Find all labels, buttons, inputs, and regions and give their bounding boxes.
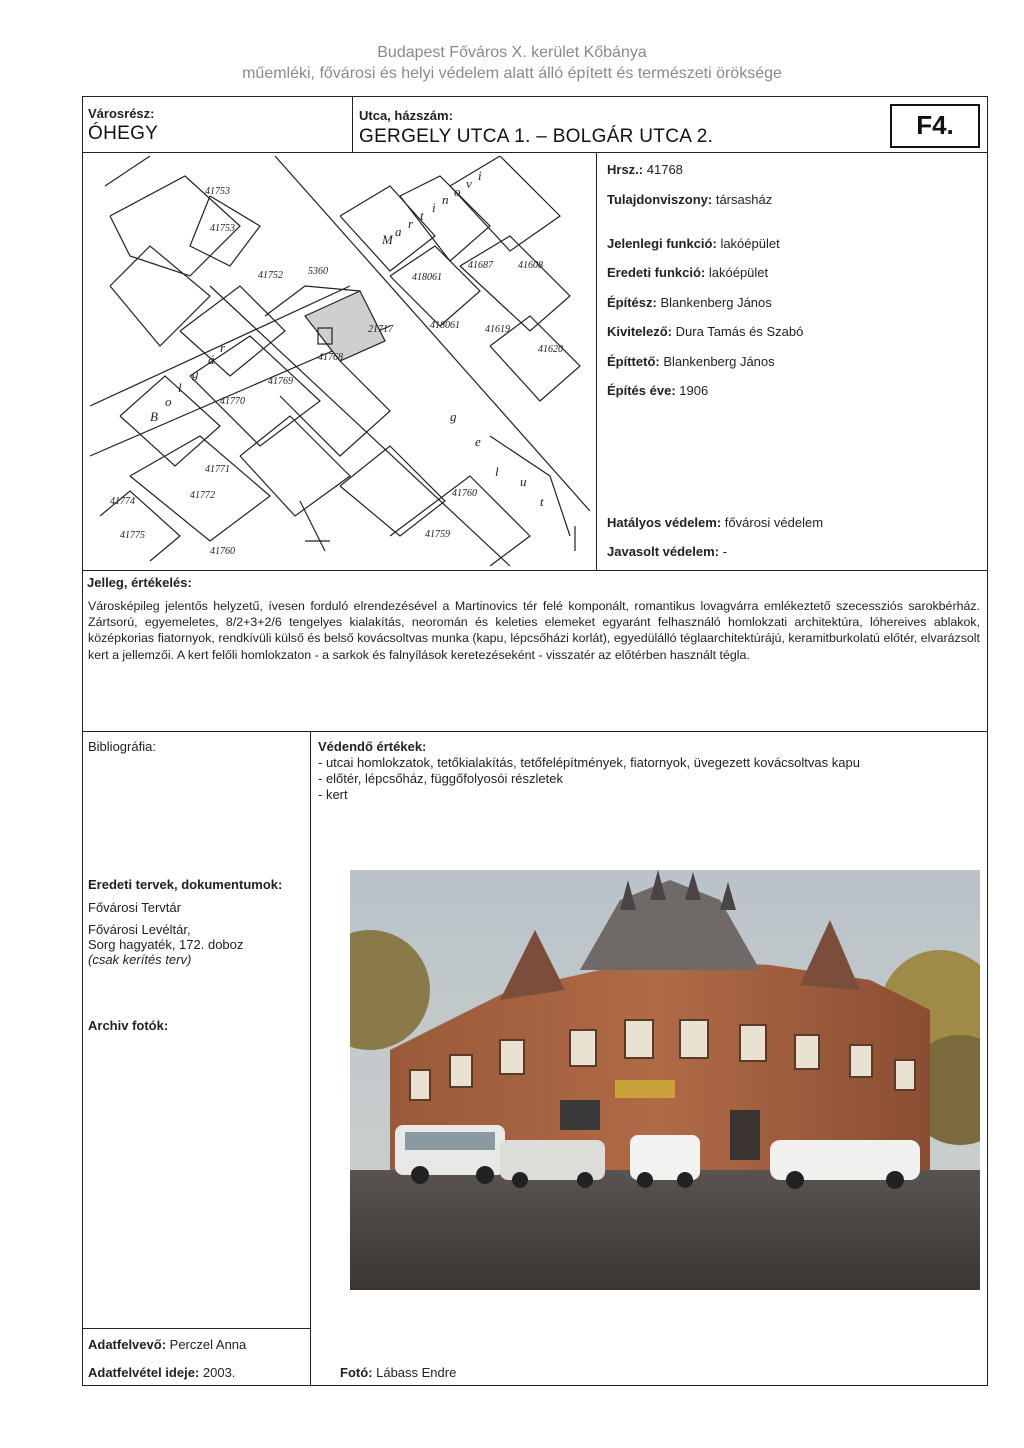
svg-text:41620: 41620: [538, 344, 563, 355]
svg-text:41760: 41760: [452, 488, 477, 499]
svg-text:41775: 41775: [120, 530, 145, 541]
svg-text:l: l: [495, 464, 499, 479]
protection-current-label: Hatályos védelem:: [607, 515, 722, 530]
svg-text:B: B: [150, 409, 158, 424]
divider-map-bottom: [82, 570, 988, 571]
footer-foto-label: Fotó:: [340, 1365, 373, 1380]
varosresz-label: Városrész:: [88, 106, 155, 121]
utca-value: GERGELY UTCA 1. – BOLGÁR UTCA 2.: [359, 126, 714, 147]
info-kivitelezo-label: Kivitelező:: [607, 324, 673, 339]
protection-proposed-value: -: [722, 544, 727, 559]
svg-text:41760: 41760: [210, 546, 235, 557]
vedendo-item-1: - utcai homlokzatok, tetőkialakítás, tetőfelépítmények, fiatornyok, üvegezett kovácsoltvas kapu: [318, 755, 860, 770]
info-epites-eve-label: Építés éve:: [607, 383, 676, 398]
svg-text:418061: 418061: [412, 272, 442, 283]
svg-text:o: o: [454, 184, 461, 199]
svg-text:41687: 41687: [468, 260, 493, 271]
info-epitesz-value: Blankenberg János: [660, 295, 772, 310]
jelleg-label: Jelleg, értékelés:: [87, 575, 192, 590]
divider-column: [310, 731, 311, 1386]
divider-footer: [82, 1328, 310, 1329]
eredeti-line-2: Fővárosi Levéltár,: [88, 922, 191, 937]
vedendo-item-3: - kert: [318, 787, 348, 802]
footer-felvevo: [88, 1337, 246, 1352]
cadastral-map: [90, 156, 590, 566]
protection-current: [607, 515, 823, 530]
svg-text:t: t: [420, 208, 424, 223]
svg-text:g: g: [192, 366, 199, 381]
header-line1: Budapest Főváros X. kerület Kőbánya: [377, 44, 647, 61]
info-epites-eve: [607, 383, 708, 398]
svg-text:41759: 41759: [425, 529, 450, 540]
info-eredeti-label: Eredeti funkció:: [607, 265, 706, 280]
protection-proposed-label: Javasolt védelem:: [607, 544, 720, 559]
svg-text:M: M: [382, 232, 393, 247]
info-epites-eve-value: 1906: [679, 383, 709, 398]
info-epitesz: [607, 295, 772, 310]
svg-text:418061: 418061: [430, 320, 460, 331]
archiv-label: Archiv fotók:: [88, 1018, 169, 1033]
info-epitteto: [607, 354, 775, 369]
info-jelenlegi-value: lakóépület: [720, 236, 780, 251]
info-eredeti-value: lakóépület: [708, 265, 769, 280]
header-line2: műemléki, fővárosi és helyi védelem alatt álló épített és természeti öröksége: [242, 65, 782, 82]
svg-text:41774: 41774: [110, 496, 135, 507]
svg-text:41752: 41752: [258, 270, 283, 281]
footer-ideje-value: 2003.: [202, 1365, 236, 1380]
svg-text:i: i: [478, 168, 482, 183]
vedendo-label: Védendő értékek:: [318, 739, 427, 754]
info-tulajdon-label: Tulajdonviszony:: [607, 192, 713, 207]
building-photo: [350, 870, 980, 1290]
svg-text:41753: 41753: [210, 223, 235, 234]
svg-text:41769: 41769: [268, 376, 293, 387]
bibliografia-label: Bibliográfia:: [88, 739, 156, 754]
info-epitteto-value: Blankenberg János: [663, 354, 775, 369]
svg-text:a: a: [395, 224, 402, 239]
svg-text:41771: 41771: [205, 464, 230, 475]
info-jelenlegi-label: Jelenlegi funkció:: [607, 236, 717, 251]
divider-jelleg-bottom: [82, 731, 988, 732]
varosresz-value: ÓHEGY: [88, 123, 159, 144]
protection-current-value: fővárosi védelem: [724, 515, 824, 530]
svg-text:i: i: [432, 200, 436, 215]
svg-text:t: t: [540, 494, 544, 509]
info-kivitelezo-value: Dura Tamás és Szabó: [675, 324, 804, 339]
code-value: F4.: [916, 110, 954, 140]
footer-ideje-label: Adatfelvétel ideje:: [88, 1365, 200, 1380]
divider-header-row: [82, 152, 988, 153]
svg-text:41619: 41619: [485, 324, 510, 335]
svg-text:v: v: [466, 176, 472, 191]
info-jelenlegi: [607, 236, 780, 251]
protection-proposed: [607, 544, 727, 559]
info-epitesz-label: Építész:: [607, 295, 657, 310]
svg-text:5360: 5360: [308, 266, 328, 277]
svg-text:41753: 41753: [205, 186, 230, 197]
svg-text:l: l: [178, 380, 182, 395]
jelleg-text: Városképileg jelentős helyzetű, ívesen forduló elrendezésével a Martinovics tér felé komponált, romantikus lovagvárra emlékeztető szecessziós sarokbérház. Zártsorú, egyemeletes, 8/2+3+2/6 tengelyes kialakítás, neoromán és keleties elemeket egyaránt felhasználó homlokzati architektúra, lóhereives ablakok, középkorias fiatornyok, rendkívüli külső és belső kovácsoltvas munka (kapu, lépcsőházi korlát), egyedülálló téglaarchitektúrájú, keramitburkolatú előtér, elvarázsolt kert a jellemzői. A kert felőli homlokzaton - a sarkok és falnyílások keretezéseként - visszatér az előtérben használt tégla.: [88, 599, 980, 662]
footer-felvevo-value: Perczel Anna: [169, 1337, 247, 1352]
footer-foto: [340, 1365, 456, 1380]
svg-text:o: o: [165, 394, 172, 409]
svg-text:n: n: [442, 192, 449, 207]
info-tulajdon-value: társasház: [715, 192, 773, 207]
eredeti-label: Eredeti tervek, dokumentumok:: [88, 877, 283, 892]
svg-text:41608: 41608: [518, 260, 543, 271]
svg-text:41772: 41772: [190, 490, 215, 501]
svg-text:r: r: [408, 216, 414, 231]
svg-text:g: g: [450, 409, 457, 424]
svg-text:41770: 41770: [220, 396, 245, 407]
info-kivitelezo: [607, 324, 803, 339]
svg-text:u: u: [520, 474, 527, 489]
svg-text:21717: 21717: [368, 324, 393, 335]
eredeti-line-3: Sorg hagyaték, 172. doboz: [88, 937, 244, 952]
footer-ideje: [88, 1365, 235, 1380]
divider-varosresz: [352, 96, 353, 153]
footer-foto-value: Lábass Endre: [376, 1365, 457, 1380]
svg-text:41768: 41768: [318, 352, 343, 363]
svg-text:r: r: [220, 340, 226, 355]
divider-map-info: [596, 152, 597, 570]
info-eredeti: [607, 265, 768, 280]
info-tulajdon: [607, 192, 772, 207]
info-hrsz: [607, 162, 683, 177]
svg-text:á: á: [208, 352, 215, 367]
info-epitteto-label: Építtető:: [607, 354, 660, 369]
svg-text:e: e: [475, 434, 481, 449]
vedendo-item-2: - előtér, lépcsőház, függőfolyosói részletek: [318, 771, 563, 786]
info-hrsz-label: Hrsz.:: [607, 162, 644, 177]
eredeti-line-1: Fővárosi Tervtár: [88, 900, 181, 915]
utca-label: Utca, házszám:: [359, 108, 453, 123]
eredeti-note: (csak kerítés terv): [88, 952, 192, 967]
footer-felvevo-label: Adatfelvevő:: [88, 1337, 167, 1352]
info-hrsz-value: 41768: [646, 162, 683, 177]
